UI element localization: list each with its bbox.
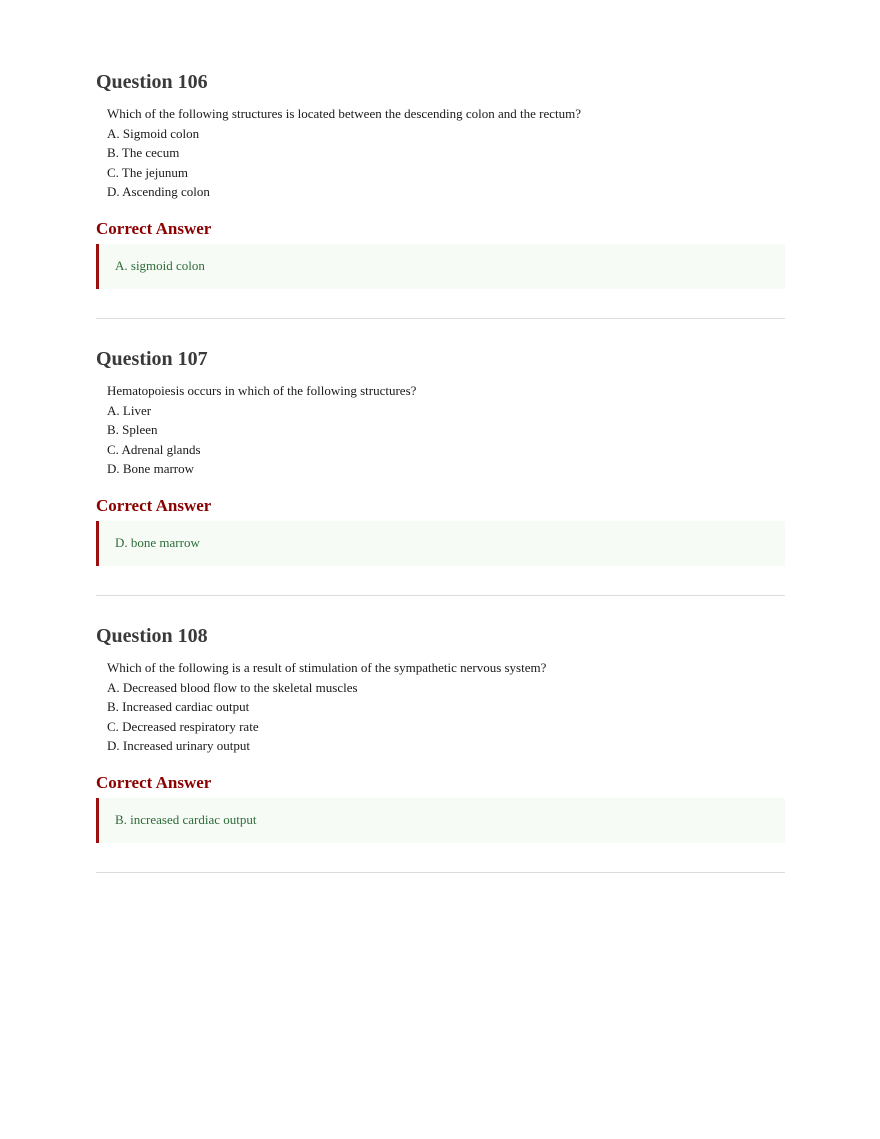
correct-answer-box	[96, 244, 785, 289]
question-title: Question 106	[96, 71, 208, 93]
correct-answer-heading: Correct Answer	[96, 218, 212, 238]
correct-answer-text: A. sigmoid colon	[115, 258, 205, 273]
question-block	[96, 345, 785, 622]
option-c: C. Adrenal glands	[107, 441, 201, 457]
question-prompt: Which of the following is a result of stimulation of the sympathetic nervous system?	[107, 660, 547, 675]
option-a: A. Sigmoid colon	[107, 125, 200, 141]
correct-answer-heading: Correct Answer	[96, 772, 212, 792]
correct-answer-text: D. bone marrow	[115, 535, 200, 550]
question-block	[96, 622, 785, 899]
option-b: B. Spleen	[107, 422, 158, 437]
question-prompt: Hematopoiesis occurs in which of the following structures?	[107, 383, 417, 398]
question-body	[96, 658, 785, 756]
option-a: A. Liver	[107, 402, 152, 418]
section-divider	[96, 872, 785, 873]
option-c: C. Decreased respiratory rate	[107, 718, 259, 734]
option-a: A. Decreased blood flow to the skeletal muscles	[107, 679, 358, 695]
correct-answer-text: B. increased cardiac output	[115, 812, 257, 827]
question-block	[96, 68, 785, 345]
correct-answer-box	[96, 798, 785, 843]
correct-answer-box	[96, 521, 785, 566]
section-divider	[96, 595, 785, 596]
question-title: Question 107	[96, 348, 208, 370]
quiz-page	[96, 68, 785, 899]
option-d: D. Bone marrow	[107, 461, 195, 476]
section-divider	[96, 318, 785, 319]
question-body	[96, 104, 785, 202]
question-title: Question 108	[96, 625, 208, 647]
option-c: C. The jejunum	[107, 164, 189, 180]
question-body	[96, 381, 785, 479]
option-b: B. Increased cardiac output	[107, 699, 250, 714]
option-b: B. The cecum	[107, 145, 180, 160]
question-prompt: Which of the following structures is located between the descending colon and the rectum?	[107, 106, 581, 121]
correct-answer-heading: Correct Answer	[96, 495, 212, 515]
option-d: D. Ascending colon	[107, 184, 210, 199]
option-d: D. Increased urinary output	[107, 738, 250, 753]
